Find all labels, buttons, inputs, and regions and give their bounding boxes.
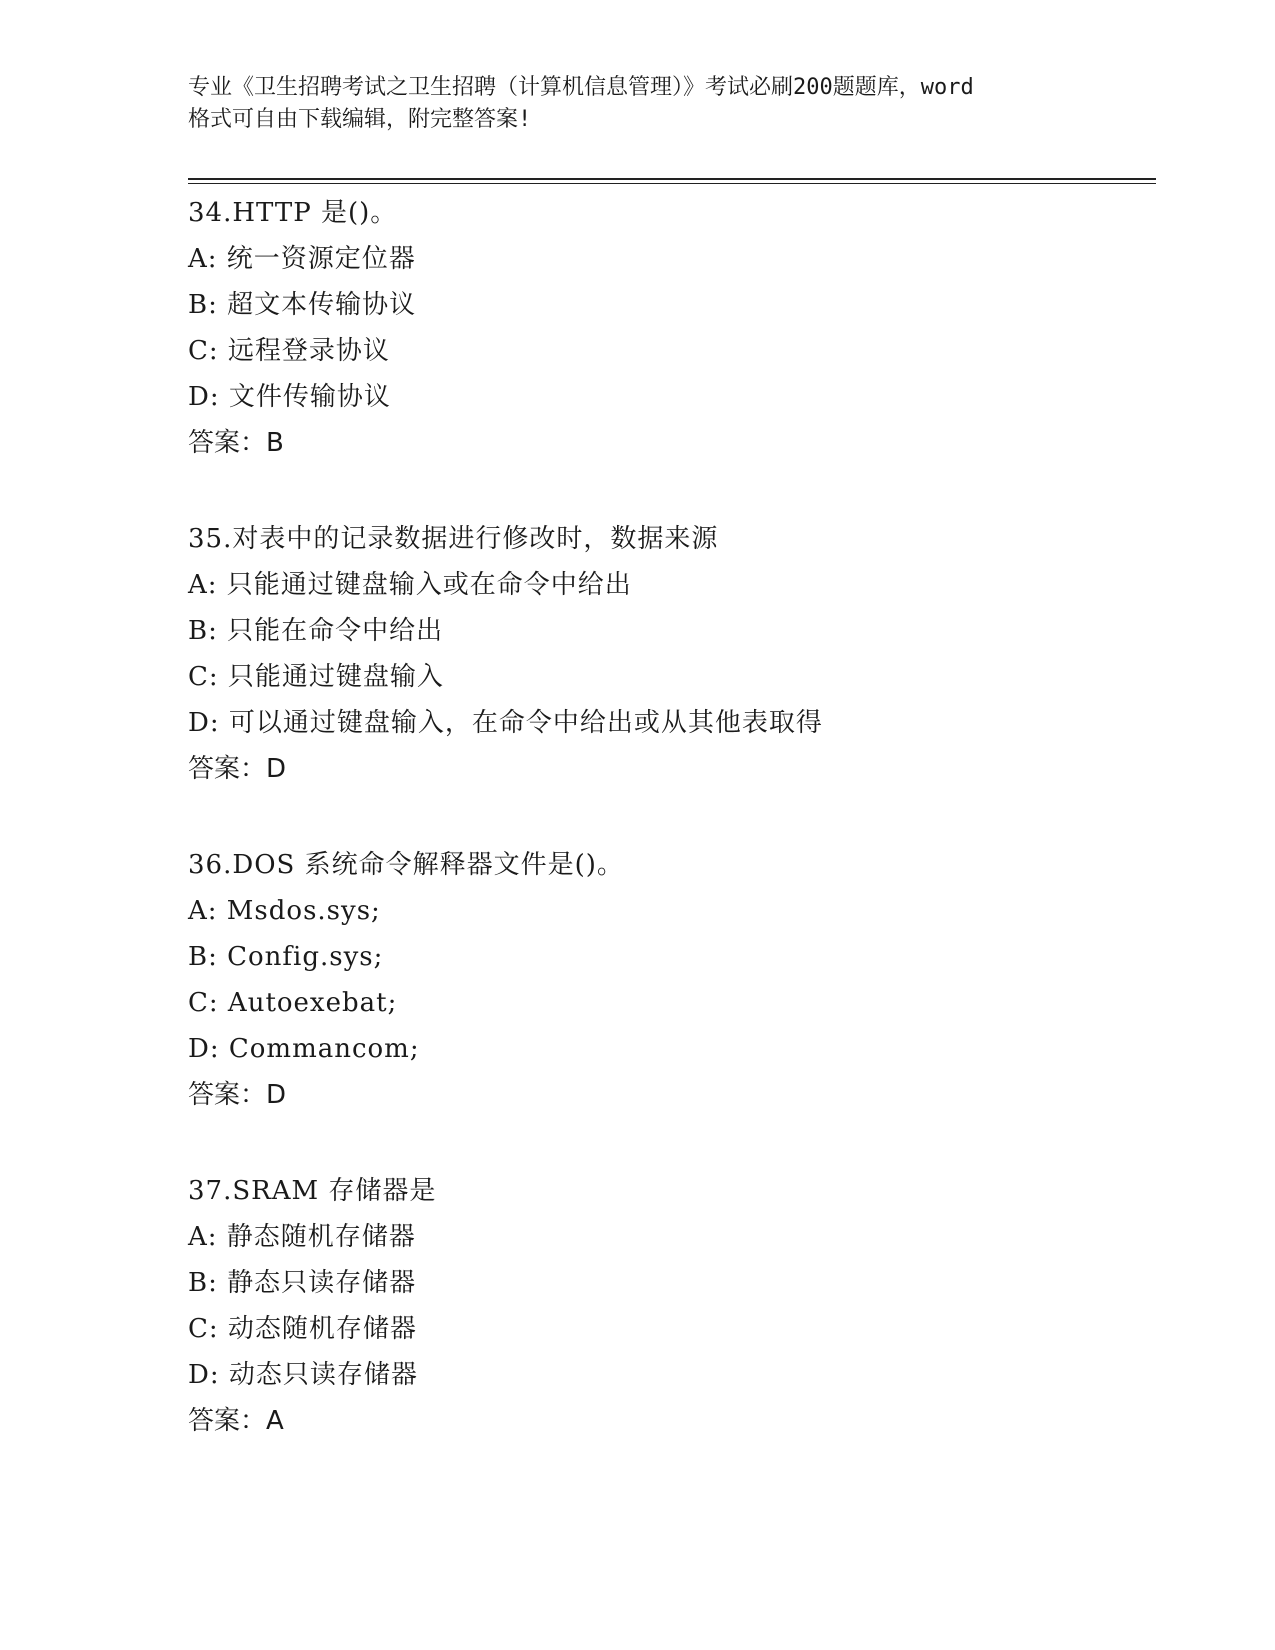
question-37 [188,1168,1156,1444]
question-title: 35.对表中的记录数据进行修改时，数据来源 [188,524,719,554]
option-c: C: 动态随机存储器 [188,1314,417,1344]
question-34 [188,190,1156,466]
option-d: D: Commancom; [188,1034,420,1064]
option-a: A: 统一资源定位器 [188,244,416,274]
answer-label: 答案：A [188,1406,284,1436]
question-title: 37.SRAM 存储器是 [188,1176,437,1206]
answer-label: 答案：D [188,754,287,784]
option-d: D: 可以通过键盘输入，在命令中给出或从其他表取得 [188,708,823,738]
option-c: C: Autoexebat; [188,988,398,1018]
option-a: A: Msdos.sys; [188,896,381,926]
question-35 [188,516,1156,792]
answer-label: 答案：B [188,428,284,458]
answer-label: 答案：D [188,1080,287,1110]
header-line-1: 专业《卫生招聘考试之卫生招聘（计算机信息管理）》考试必刷200题题库，word [188,75,974,100]
question-36 [188,842,1156,1118]
question-list [188,190,1156,1494]
option-d: D: 文件传输协议 [188,382,391,412]
document-header [188,72,1088,136]
header-line-2: 格式可自由下载编辑，附完整答案! [188,107,532,132]
header-divider [188,178,1156,180]
option-a: A: 只能通过键盘输入或在命令中给出 [188,570,632,600]
option-c: C: 只能通过键盘输入 [188,662,444,692]
option-c: C: 远程登录协议 [188,336,390,366]
question-title: 36.DOS 系统命令解释器文件是()。 [188,850,624,880]
option-b: B: Config.sys; [188,942,384,972]
option-b: B: 超文本传输协议 [188,290,417,320]
question-title: 34.HTTP 是()。 [188,198,398,228]
option-d: D: 动态只读存储器 [188,1360,418,1390]
header-divider-thin [188,183,1156,184]
option-b: B: 静态只读存储器 [188,1268,417,1298]
option-a: A: 静态随机存储器 [188,1222,416,1252]
option-b: B: 只能在命令中给出 [188,616,444,646]
